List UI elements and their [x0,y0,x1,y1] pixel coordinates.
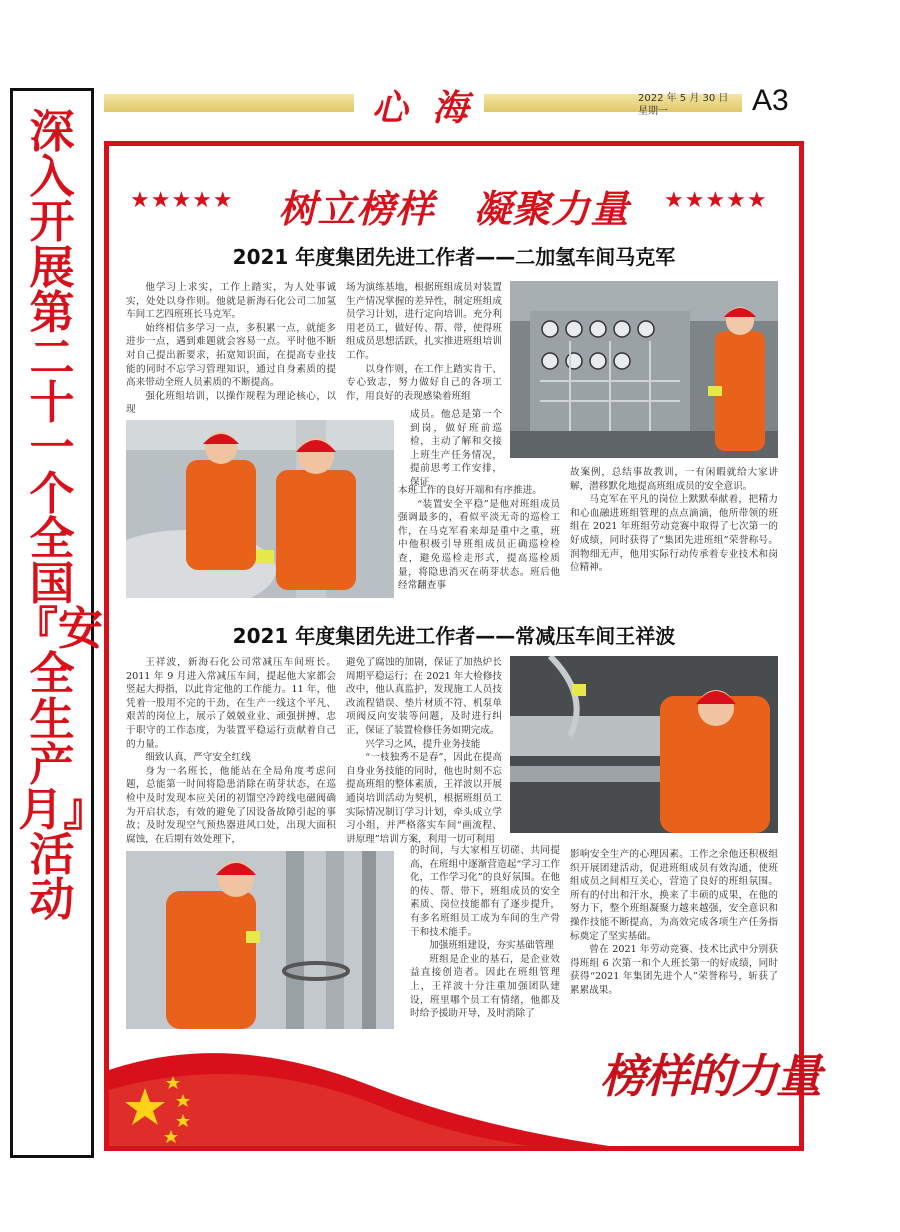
article2-paragraph: “一枝独秀不是春”，因此在提高自身业务技能的同时，他也时刻不忘提高班组的整体素质，王祥波以开展通岗培训活动为契机，根据班组员工实际情况制订学习计划，牵头成立学习小组，并严格落实车间“画流程、讲原理”培训方案，利用一切可利用 [346,752,502,845]
photo-worker-valve [126,851,394,1029]
article2-paragraph: 曾在 2021 年劳动竞赛、技术比武中分别获得班组 6 次第一和个人班长第一的好成绩，同时获得“2021 年集团先进个人”荣誉称号，斩获了累累战果。 [570,944,778,996]
article1-paragraph: 本班工作的良好开端和有序推进。 [398,485,542,496]
article2-paragraph: 班组是企业的基石，是企业效益直接创造者。因此在班组管理上，王祥波十分注重加强团队建设，班里哪个员工有情绪，他都及时给予援助开导，及时消除了 [410,953,560,1020]
article2-subheading: 兴学习之风，提升业务技能 [365,738,481,750]
article1-title: 2021 年度集团先进工作者——二加氢车间马克军 [232,245,676,269]
article2-subheading: 细致认真，严守安全红线 [145,752,251,764]
page-number: A3 [752,84,789,117]
article1-paragraph: 始终相信多学习一点，多积累一点，就能多进步一点，遇到难题就会容易一点。平时他不断对自己提出新要求，拓宽知识面，在提高专业技能的同时不忘学习管理知识，通过自身素质的提高来带动全班人员素质的不断提高。 [126,322,336,389]
vertical-slogan-box [10,88,104,1158]
article2-col2-text [346,656,502,846]
header-date-block [638,92,728,118]
article1-col2-narrow [410,408,502,490]
article1-paragraph: 成员。他总是第一个到岗，做好班前巡检，主动了解和交接上班生产任务情况，提前思考工作安排，保证 [410,409,502,488]
article2-title: 2021 年度集团先进工作者——常减压车间王祥波 [232,624,676,648]
article2-subheading: 加强班组建设，夯实基础管理 [429,940,554,952]
article2-paragraph: 王祥波，新海石化公司常减压车间班长。2011 年 9 月进入常减压车间，提起他大家都会竖起大拇指，以此肯定他的工作能力。11 年，他凭着一股用不完的干劲，在生产一线这个平凡、艰苦的岗位上，展示了兢兢业业、顽强拼搏、忠于职守的工作态度，为装置平稳运行贡献着自己的力量。 [126,657,336,750]
article1-col2-text [346,281,502,403]
vertical-slogan: 深入开展第二十一个全国『安全生产月』活动 [13,105,104,927]
article1-col3-text [570,466,778,575]
photo-two-workers-pipe [126,420,394,598]
masthead: 心 海 [371,87,475,129]
article1-paragraph: “装置安全平稳”是他对班组成员强调最多的，看似平淡无奇的巡检工作，在马克军看来却是重中之重，班中他积极引导班组成员正确巡检检查，避免巡检走形式，提高巡检质量，将隐患消灭在萌芽状态。班后他经常翻查事 [398,498,560,592]
article2-paragraph: 身为一名班长，他能站在全局角度考虑问题，总能第一时间将隐患消除在萌芽状态，在巡检中及时发现本应关闭的初馏空冷跨线电磁阀确为开启状态，有效的避免了因设备故障引起的事故；及时发现空气预热器进风口处，出现大面积腐蚀，在后期有效处理下， [126,765,336,845]
article2-col3-text [570,848,778,998]
stars-right-decoration: ★★★★★ [664,188,768,213]
article1-paragraph: 强化班组培训，以操作规程为理论核心，以现 [126,390,336,416]
article1-paragraph: 以身作则，在工作上踏实肯干、专心致志，努力做好自己的各项工作，用良好的表现感染着班组 [346,363,502,402]
article1-paragraph: 他学习上求实，工作上踏实，为人处事诚实，处处以身作则。他就是新海石化公司二加氢车间工艺四班班长马克军。 [126,282,336,321]
article1-paragraph: 马克军在平凡的岗位上默默奉献着，把精力和心血融进班组管理的点点滴滴，他所带领的班组在 2021 年班组劳动竞赛中取得了七次第一的好成绩，同时获得了“集团先进班组”荣誉称号。润物细无声，他用实际行动传承着专业技术和岗位精神。 [570,494,778,574]
header-weekday: 星期一 [638,106,668,117]
header-date: 2022 年 5 月 30 日 [638,93,729,104]
photo-worker-inspecting [510,656,778,833]
article1-col2-lower [398,484,560,593]
article2-paragraph: 的时间，与大家相互切磋、共同提高，在班组中逐渐营造起“学习工作化，工作学习化”的良好氛围。在他的传、帮、带下，班组成员的安全素质、岗位技能都有了逐步提升，有多名班组员工成为车间的生产骨干和技术能手。 [410,845,560,938]
article1-col1-text [126,281,336,417]
stars-left-decoration: ★★★★★ [130,188,234,213]
article1-paragraph: 场为演练基地，根据班组成员对装置生产情况掌握的差异性，制定班组成员学习计划，进行定向培训。充分利用老员工，做好传、帮、带，使得班组成员思想活跃，扎实推进班组培训工作。 [346,282,502,361]
header-band-left [104,94,354,112]
article1-paragraph: 故案例，总结事故教训，一有闲暇就给大家讲解，潜移默化地提高班组成员的安全意识。 [570,467,778,492]
bottom-slogan-calligraphy: 榜样的力量 [600,1049,820,1103]
main-title: 树立榜样 凝聚力量 [278,187,630,231]
article2-paragraph: 避免了腐蚀的加剧，保证了加热炉长周期平稳运行；在 2021 年大检修技改中，他认真监护，发现施工人员技改流程错误、垫片材质不符、机泵单项阀反向安装等问题，及时进行纠正，保证了装置检修任务如期完成。 [346,657,502,736]
article2-paragraph: 影响安全生产的心理因素。工作之余他还积极组织开展团建活动，促进班组成员有效沟通，使班组成员之间相互关心，营造了良好的班组氛围。所有的付出和汗水，换来了丰硕的成果，在他的努力下，整个班组凝聚力越来越强，安全意识和操作技能不断提高，为高效完成各项生产任务指标奠定了坚实基础。 [570,849,778,942]
photo-worker-control-panel [510,281,778,458]
article2-col1-text [126,656,336,846]
article2-col2-lower [410,844,560,1021]
